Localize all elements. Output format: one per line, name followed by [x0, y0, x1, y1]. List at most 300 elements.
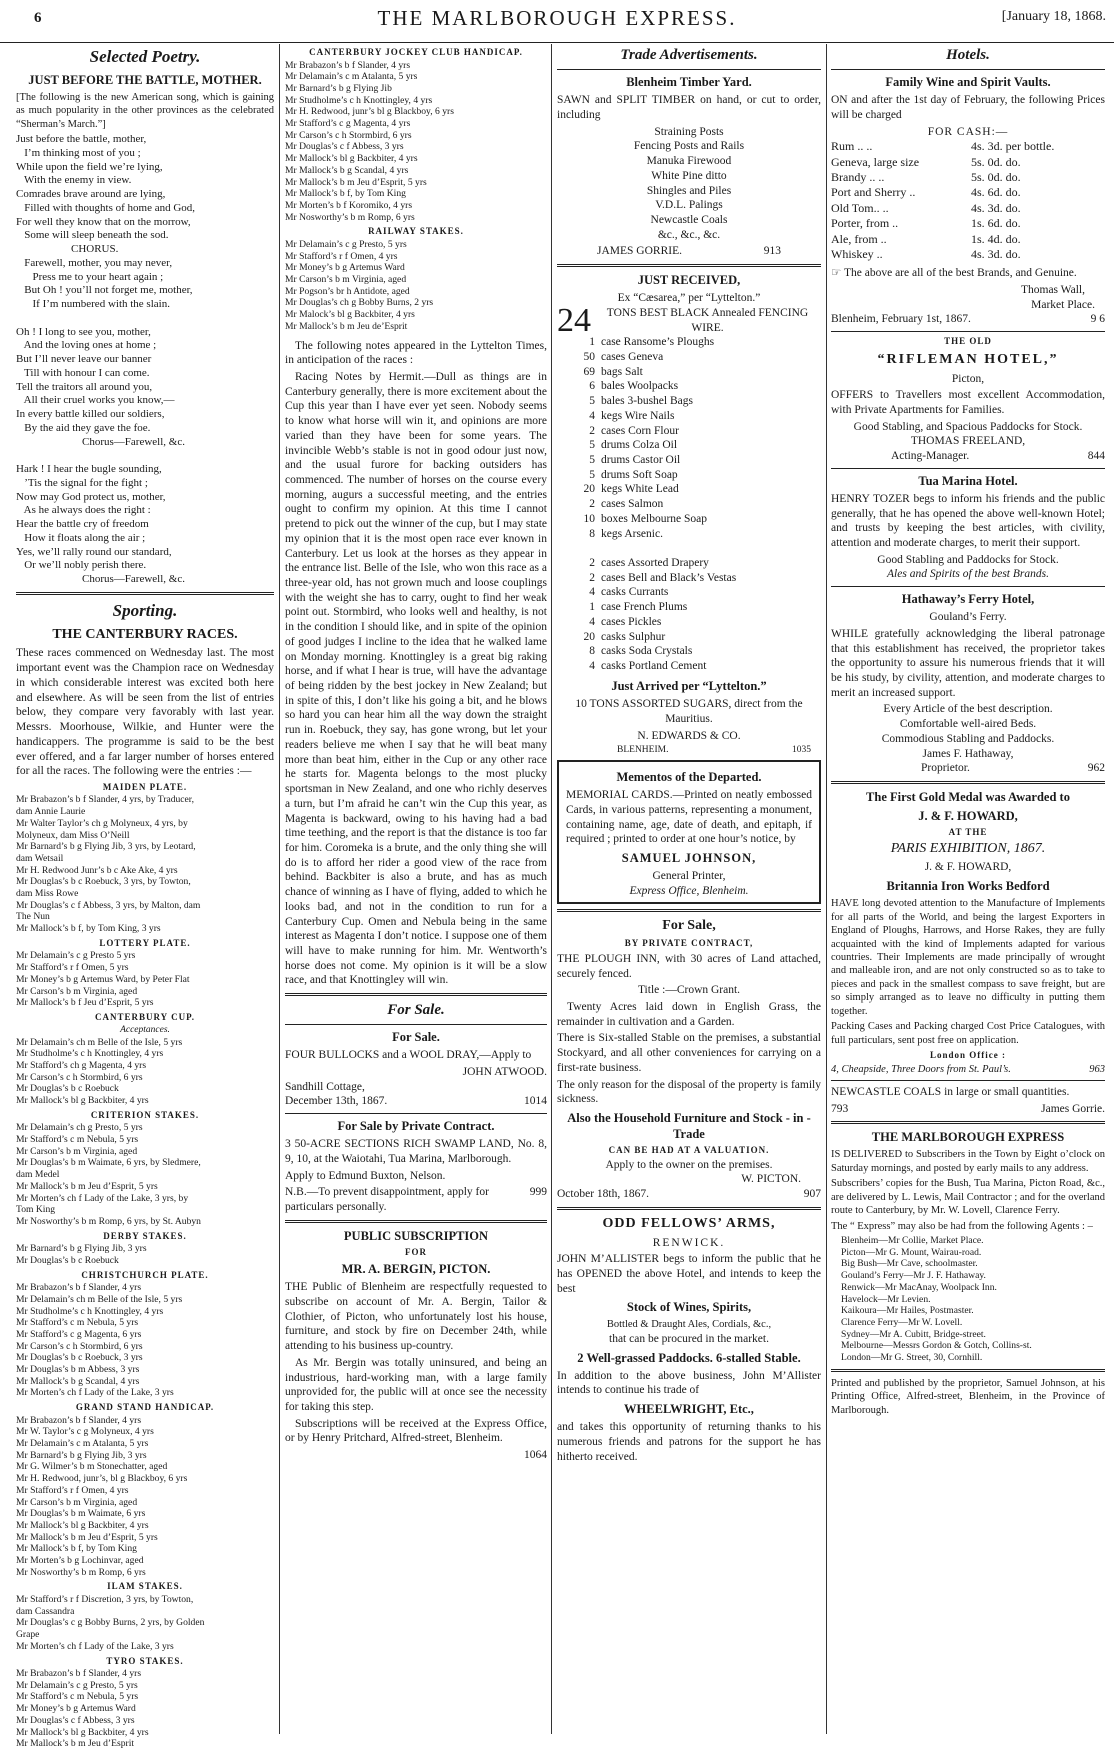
column-divider [279, 44, 280, 1734]
divider [831, 1080, 1105, 1081]
ad-body: Packing Cases and Packing charged Cost Price Catalogues, with full particulars, sent post free on application. [831, 1021, 1105, 1046]
race-heading: CHRISTCHURCH PLATE. [81, 1269, 209, 1280]
list-item: dam Annie Laurie [16, 806, 86, 818]
list-item: Mr Delamain’s c g Presto 5 yrs [16, 950, 136, 962]
ad-body: Twenty Acres laid down in English Grass, the remainder in cultivation and a Garden. [557, 1000, 821, 1028]
list-item: Shingles and Piles [646, 184, 732, 197]
race-heading: MAIDEN PLATE. [102, 781, 188, 792]
list-item: Mr Mallock’s b m Jeu d’Esprit, 5 yrs [285, 176, 427, 188]
list-item: Mr Carson’s b m Virginia, aged [16, 1496, 138, 1508]
ad-heading: PARIS EXHIBITION, 1867. [890, 840, 1046, 856]
poem-line: ’Tis the signal for the fight ; [16, 476, 148, 489]
ad-subheading: London Office : [929, 1050, 1006, 1060]
list-item: Mr Brabazon’s b f Slander, 4 yrs, by Traducer, [16, 794, 195, 806]
ad-heading: MR. A. BERGIN, PICTON. [341, 1262, 491, 1277]
ad-signature: W. PICTON. [741, 1173, 801, 1186]
ad-body: THE PLOUGH INN, with 30 acres of Land attached, securely fenced. [557, 952, 821, 980]
newspaper-title: THE MARLBOROUGH EXPRESS. [377, 6, 737, 30]
ad-body: IS DELIVERED to Subscribers in the Town by Eight o’clock on Saturday mornings, and posted by early mails to any address. [831, 1149, 1105, 1174]
ad-line: Commodious Stabling and Paddocks. [881, 732, 1055, 745]
list-item: Mr Stafford’s c m Nebula, 5 yrs [16, 1691, 139, 1703]
ad-place: BLENHEIM. [617, 744, 669, 755]
race-heading: CANTERBURY CUP. [94, 1011, 196, 1022]
ad-subheading: AT THE [948, 827, 988, 838]
column-racing-notes [285, 44, 547, 1734]
ad-role: General Printer, [652, 869, 726, 882]
list-item: Mr Delamain’s c g Presto, 5 yrs [285, 238, 407, 250]
list-item: Mr Nosworthy’s b m Romp, 6 yrs [16, 1566, 146, 1578]
section-heading-for-sale: For Sale. [387, 1002, 445, 1019]
divider [557, 1207, 821, 1210]
race-entries [16, 1243, 274, 1266]
list-item: Blenheim—Mr Collie, Market Place. [841, 1235, 984, 1247]
goods-item: 1 case French Plums [589, 601, 688, 614]
page-number: 6 [34, 10, 42, 26]
price-row: Whiskey .. 4s. 3d. do. [831, 246, 1021, 261]
divider [285, 993, 547, 996]
poem-line: As he always does the right : [16, 504, 151, 517]
goods-item: 4 kegs Wire Nails [589, 409, 675, 422]
ad-apply: Apply to the owner on the premises. [605, 1158, 773, 1171]
ad-body: SAWN and SPLIT TIMBER on hand, or cut to order, including [557, 94, 821, 121]
list-item: Mr Mallock’s b f, by Tom King [16, 1543, 137, 1555]
ad-line: Bottled & Draught Ales, Cordials, &c., [606, 1319, 772, 1331]
ad-line: Every Article of the best description. [883, 703, 1053, 716]
race-entries [16, 1037, 274, 1107]
divider [831, 1369, 1105, 1372]
imprint: Printed and published by the proprietor, Samuel Johnson, at his Printing Office, Alfred-street, Blenheim, in the Province of Marlborough. [831, 1377, 1105, 1416]
ad-body: WHILE gratefully acknowledging the liberal patronage that this establishment has received, the proprietor takes the opportunity to assure his numerous friends that it will be his study, by civility, attention, and moderate charges to merit an increased support. [831, 627, 1105, 699]
list-item: Gouland’s Ferry—Mr J. F. Hathaway. [841, 1270, 986, 1282]
poem-title: JUST BEFORE THE BATTLE, MOTHER. [28, 72, 262, 87]
list-item: Mr Mallock’s b g Scandal, 4 yrs [285, 164, 409, 176]
goods-item: 10 boxes Melbourne Soap [583, 512, 708, 525]
ad-body: OFFERS to Travellers most excellent Accommodation, with Private Apartments for Families. [831, 389, 1105, 416]
ad-heading: “RIFLEMAN HOTEL,” [877, 351, 1059, 367]
ad-signature: Thomas Wall, [1020, 283, 1085, 296]
ad-body: FOUR BULLOCKS and a WOOL DRAY,—Apply to [285, 1049, 532, 1062]
list-item: Mr Mallock’s b m Jeu d’Esprit [16, 1738, 135, 1750]
ad-subheading: THE OLD [944, 336, 992, 347]
list-item: White Pine ditto [651, 169, 727, 182]
divider [831, 69, 1105, 70]
list-item: Mr Barnard’s b g Flying Jib, 3 yrs [16, 1243, 147, 1255]
poem-line: For well they know that on the morrow, [16, 215, 191, 228]
ad-heading: Also the Household Furniture and Stock - in - Trade [567, 1111, 811, 1142]
list-item: The Nun [16, 911, 50, 923]
list-item: Mr Pogson’s br h Antidote, aged [285, 285, 410, 297]
list-item: Mr Brabazon’s b f Slander, 4 yrs [285, 59, 411, 71]
race-heading: TYRO STAKES. [106, 1655, 184, 1666]
list-item: Mr Stafford’s r f Omen, 4 yrs [285, 250, 398, 262]
ad-heading: Just Arrived per “Lyttelton.” [611, 678, 767, 693]
ad-body: Subscribers’ copies for the Bush, Tua Marina, Picton Road, &c., are delivered by L. Lewis, Mail Contractor ; and for the overland route to Canterbury, by Mr. W. Lovell, Clarence Ferry. [831, 1178, 1105, 1217]
ad-line: Good Stabling, and Spacious Paddocks for Stock. [853, 420, 1083, 433]
list-item: Mr Studholme’s c h Knottingley, 4 yrs [16, 1305, 164, 1317]
column-poetry-sporting [16, 44, 274, 1750]
ad-heading: For Sale by Private Contract. [337, 1119, 495, 1134]
goods-item: 5 drums Castor Oil [589, 454, 681, 466]
ad-signature: THOMAS FREELAND, [910, 435, 1026, 448]
list-item: Mr Carson’s c h Stormbird, 6 yrs [285, 129, 412, 141]
list-item: Grape [16, 1629, 40, 1641]
ad-signature: SAMUEL JOHNSON, [621, 850, 757, 865]
list-item: Mr Douglas’s b m Waimate, 6 yrs, by Sledmere, [16, 1157, 201, 1169]
ad-heading: 2 Well-grassed Paddocks. 6-stalled Stable. [577, 1350, 801, 1365]
notes-intro: The following notes appeared in the Lyttelton Times, in anticipation of the races : [285, 339, 547, 367]
ad-subheading: FOR [405, 1246, 427, 1257]
goods-item: 6 bales Woolpacks [589, 380, 679, 393]
ad-heading: WHEELWRIGHT, Etc., [624, 1402, 754, 1417]
goods-item: 2 cases Bell and Black’s Vestas [589, 571, 737, 584]
list-item: Mr Douglas’s c f Abbess, 3 yrs, by Malton, dam [16, 899, 201, 911]
ad-heading: ODD FELLOWS’ ARMS, [602, 1215, 776, 1231]
ad-heading: Family Wine and Spirit Vaults. [885, 75, 1051, 90]
ad-headline: TONS BEST BLACK Annealed FENCING WIRE. [606, 306, 809, 334]
poem-line: Tell the traitors all around you, [16, 380, 153, 393]
ad-place: Gouland’s Ferry. [929, 611, 1007, 624]
poem-line [16, 449, 274, 463]
list-item: Picton—Mr G. Mount, Wairau-road. [841, 1246, 982, 1258]
ad-number: 1064 [524, 1449, 547, 1462]
poem-line: Or we’ll nobly perish there. [16, 559, 147, 572]
ad-apply: Apply to Edmund Buxton, Nelson. [285, 1169, 446, 1182]
ad-number: 844 [1087, 450, 1105, 463]
race-heading: DERBY STAKES. [103, 1230, 187, 1241]
goods-item: 8 casks Soda Crystals [589, 645, 693, 658]
poem-line [16, 312, 274, 326]
list-item: Mr Brabazon’s b f Slander, 4 yrs [16, 1668, 142, 1680]
ad-body: There is Six-stalled Stable on the premises, a substantial Stockyard, and all other conveniences for carrying on a first-rate business. [557, 1032, 821, 1074]
ad-place: Express Office, Blenheim. [629, 884, 749, 897]
divider [285, 1220, 547, 1223]
section-heading-hotels: Hotels. [946, 47, 990, 63]
ad-body: NEWCASTLE COALS in large or small quantities. [831, 1085, 1070, 1098]
divider [831, 468, 1105, 469]
list-item: Mr Money’s b g Artemus Ward [16, 1703, 136, 1715]
list-item: Melbourne—Messrs Gordon & Gotch, Collins-st. [841, 1340, 1032, 1352]
list-item: Havelock—Mr Levien. [841, 1293, 931, 1305]
list-item: Mr Nosworthy’s b m Romp, 6 yrs [285, 211, 415, 223]
ad-heading: Britannia Iron Works Bedford [886, 879, 1050, 894]
ad-number: 907 [803, 1187, 821, 1200]
list-item: Manuka Firewood [646, 155, 732, 168]
race-subheading: Acceptances. [120, 1025, 170, 1036]
ad-number: 793 [831, 1102, 849, 1115]
poem-line: Hear the battle cry of freedom [16, 518, 149, 531]
price-row: Rum .. .. 4s. 3d. per bottle. [831, 139, 1055, 154]
ad-subheading: BY PRIVATE CONTRACT, [624, 938, 754, 949]
divider [557, 264, 821, 267]
list-item: Mr W. Taylor’s c g Molyneux, 4 yrs [16, 1426, 154, 1438]
list-item: Sydney—Mr A. Cubitt, Bridge-street. [841, 1328, 986, 1340]
list-item: Tom King [16, 1204, 56, 1216]
list-item: Mr Carson’s b m Virginia, aged [16, 1145, 138, 1157]
poem-line: Till with honour I can come. [16, 366, 150, 379]
goods-item: 4 casks Currants [589, 586, 669, 599]
list-item: Fencing Posts and Rails [633, 140, 745, 153]
poem-intro: [The following is the new American song, which is gaining as much popularity in the other provinces as the celebrated “Sherman’s March.”] [16, 91, 274, 130]
issue-date: [January 18, 1868. [1001, 9, 1106, 24]
ad-heading: The First Gold Medal was Awarded to [866, 790, 1070, 805]
goods-item: 1 case Ransome’s Ploughs [589, 336, 715, 349]
ad-place: Picton, [951, 372, 985, 385]
list-item: Mr Douglas’s b m Abbess, 3 yrs [16, 1364, 140, 1376]
poem-line: With the enemy in view. [16, 174, 132, 187]
race-heading: CANTERBURY JOCKEY CLUB HANDICAP. [309, 47, 523, 57]
ad-signature: J. & F. HOWARD, [924, 861, 1012, 874]
list-item: Mr Delamain’s ch m Belle of the Isle, 5 yrs [16, 1036, 183, 1048]
goods-item: 2 cases Assorted Drapery [589, 557, 709, 570]
price-row: Ale, from .. 1s. 4d. do. [831, 231, 1021, 246]
list-item: Newcastle Coals [650, 213, 728, 226]
price-row: Old Tom.. .. 4s. 3d. do. [831, 200, 1021, 215]
list-item: dam Wetsail [16, 852, 64, 864]
ad-number: 913 [763, 245, 781, 258]
ad-heading: Stock of Wines, Spirits, [626, 1300, 752, 1315]
goods-item: 50 cases Geneva [583, 350, 664, 363]
ad-address: 4, Cheapside, Three Doors from St. Paul’s. [831, 1063, 1011, 1075]
ad-signature: James F. Hathaway, [922, 747, 1014, 760]
poem-line: How it floats along the air ; [16, 531, 146, 544]
ad-line: Ales and Spirits of the best Brands. [887, 568, 1049, 581]
ad-heading: PUBLIC SUBSCRIPTION [343, 1228, 489, 1243]
list-item: Mr Mallock’s b f Jeu d’Esprit, 5 yrs [16, 997, 154, 1009]
ad-role: Acting-Manager. [891, 450, 970, 463]
list-item: Straining Posts [654, 125, 724, 138]
list-item: Mr Douglas’s c f Abbess, 3 yrs [16, 1714, 135, 1726]
list-item: Mr Mallock’s bl g Backbiter, 4 yrs [16, 1095, 149, 1107]
list-item: Mr Barnard’s b g Flying Jib, 3 yrs [16, 1449, 147, 1461]
price-row: Geneva, large size 5s. 0d. do. [831, 154, 1021, 169]
list-item: Mr Delamain’s c g Presto, 5 yrs [16, 1679, 138, 1691]
ad-subheading: CAN BE HAD AT A VALUATION. [608, 1145, 770, 1156]
memorial-cards-ad [557, 760, 821, 904]
list-item: dam Medel [16, 1169, 60, 1181]
list-item: Mr Douglas’s c g Bobby Burns, 2 yrs, by Golden [16, 1617, 205, 1629]
ad-heading: J. & F. HOWARD, [918, 809, 1018, 824]
list-item: Mr Delamain’s c m Atalanta, 5 yrs [285, 71, 418, 83]
list-item: Kaikoura—Mr Hailes, Postmaster. [841, 1305, 974, 1317]
list-item: Molyneux, dam Miss O’Neill [16, 829, 130, 841]
poem-line: Hark ! I hear the bugle sounding, [16, 463, 162, 476]
race-entries [16, 794, 274, 934]
column-trade-ads [557, 44, 821, 1734]
article-title-races: THE CANTERBURY RACES. [52, 626, 238, 642]
poem-line: Oh ! I long to see you, mother, [16, 325, 151, 338]
ad-heading: Blenheim Timber Yard. [626, 75, 752, 90]
ad-body: THE Public of Blenheim are respectfully requested to subscribe on account of Mr. A. Bergin, Tailor & Clothier, of Picton, who unfortunately lost his house, furniture, and stock by fire on December 24th, while attending to his business up-country. [285, 1281, 547, 1353]
race-entries [16, 1415, 274, 1579]
list-item: Mr Carson’s b m Virginia, aged [16, 985, 138, 997]
list-item: Mr Brabazon’s b f Slander, 4 yrs [16, 1282, 142, 1294]
ad-heading: For Sale, [662, 918, 716, 934]
race-entries [285, 60, 547, 224]
list-item: Mr Carson’s c h Stormbird, 6 yrs [16, 1071, 143, 1083]
ad-body: Subscriptions will be received at the Express Office, or by Henry Pritchard, Alfred-street, Blenheim. [285, 1417, 547, 1445]
list-item: Mr Morten’s b g Lochinvar, aged [16, 1555, 144, 1567]
goods-item: 2 cases Salmon [589, 498, 664, 511]
race-heading: GRAND STAND HANDICAP. [75, 1402, 215, 1413]
list-item: dam Cassandra [16, 1605, 75, 1617]
list-item: Mr Brabazon’s b f Slander, 4 yrs [16, 1414, 142, 1426]
poem-line: While upon the field we’re lying, [16, 160, 163, 173]
poem-line: Yes, we’ll rally round our standard, [16, 545, 172, 558]
poem-line: Filled with thoughts of home and God, [16, 201, 196, 214]
list-item: Mr Mallock’s b m Jeu d’Esprit, 5 yrs [16, 1531, 158, 1543]
goods-item: 5 drums Colza Oil [589, 439, 678, 452]
ad-body: MEMORIAL CARDS.—Printed on neatly embossed Cards, in various patterns, representing a monument, containing name, age, date of death, and epitaph, if required ; printed to order at one hour’s notice, by [566, 789, 812, 846]
list-item: Mr Morten’s ch f Lady of the Lake, 3 yrs, by [16, 1192, 189, 1204]
ad-place: Market Place. [1031, 298, 1095, 311]
ad-body: The only reason for the disposal of the property is family sickness. [557, 1078, 821, 1106]
poem-line: Comrades brave around are lying, [16, 188, 166, 201]
ad-body: ON and after the 1st day of February, the following Prices will be charged [831, 94, 1105, 121]
ad-heading: JUST RECEIVED, [637, 273, 741, 288]
poem-line: Press me to your heart again ; [16, 270, 164, 283]
race-entries [16, 1668, 274, 1750]
ad-heading: Mementos of the Departed. [616, 770, 762, 785]
list-item: Mr Douglas’s c f Abbess, 3 yrs [285, 141, 404, 153]
list-item: dam Miss Rowe [16, 888, 79, 900]
section-heading-poetry: Selected Poetry. [89, 47, 201, 66]
ad-line: that can be procured in the market. [609, 1332, 769, 1345]
list-item: Mr Carson’s c h Stormbird, 6 yrs [16, 1340, 143, 1352]
ad-body: 3 50-ACRE SECTIONS RICH SWAMP LAND, No. 8, 9, 10, at the Waiotahi, Tua Marina, Marlborough. [285, 1138, 547, 1165]
poem-line: But I’ll never leave our banner [16, 353, 152, 366]
goods-item: 5 drums Soft Soap [589, 468, 678, 481]
ad-signature: N. EDWARDS & CO. [637, 730, 741, 743]
divider [557, 69, 821, 70]
list-item: Mr Barnard’s b g Flying Jib [285, 82, 392, 94]
race-heading: ILAM STAKES. [107, 1581, 183, 1592]
ad-number: 1035 [792, 744, 811, 755]
list-item: Mr Studholme’s c h Knottingley, 4 yrs [16, 1048, 164, 1060]
drop-number: 24 [557, 301, 591, 339]
masthead [0, 0, 1114, 43]
ad-body: The “ Express” may also be had from the following Agents : – [831, 1220, 1093, 1232]
ad-signature: JAMES GORRIE. [597, 245, 682, 258]
ad-line: Comfortable well-aired Beds. [899, 718, 1037, 731]
list-item: Mr H. Redwood, junr’s bl g Blackboy, 6 yrs [285, 106, 454, 118]
ad-body: and takes this opportunity of returning thanks to his numerous friends and patrons for the support he has hitherto received. [557, 1421, 821, 1463]
list-item: Big Bush—Mr Cave, schoolmaster. [841, 1258, 978, 1270]
race-entries [16, 1282, 274, 1399]
list-item: Mr Stafford’s r f Omen, 5 yrs [16, 962, 129, 974]
list-item: Mr Stafford’s c m Nebula, 5 yrs [16, 1317, 139, 1329]
race-heading: RAILWAY STAKES. [368, 226, 464, 237]
poem-line: By the aid they gave the foe. [16, 421, 151, 434]
ad-heading: For Sale. [392, 1030, 440, 1045]
goods-item: 69 bags Salt [583, 365, 643, 378]
ad-number: 1014 [524, 1095, 547, 1108]
column-divider [826, 44, 827, 1734]
divider [831, 586, 1105, 587]
timber-items [557, 125, 821, 243]
race-entries [16, 1122, 274, 1227]
list-item: Mr Stafford’s r f Omen, 4 yrs [16, 1484, 129, 1496]
list-item: Mr Stafford’s c g Magenta, 4 yrs [285, 118, 411, 130]
poem-line: I’m thinking most of you ; [16, 146, 141, 159]
ad-body: 10 TONS ASSORTED SUGARS, direct from the Mauritius. [575, 697, 803, 725]
divider [831, 1121, 1105, 1124]
agents-list [831, 1235, 1105, 1364]
column-divider [551, 44, 552, 1734]
list-item: Mr Mallock’s bl g Backbiter, 4 yrs [16, 1726, 149, 1738]
list-item: Mr Delamain’s ch g Presto, 5 yrs [16, 1122, 143, 1134]
race-entries [16, 1594, 274, 1653]
list-item: Mr Stafford’s ch g Magenta, 4 yrs [16, 1060, 147, 1071]
racing-notes-body: Racing Notes by Hermit.—Dull as things are in Canterbury generally, there is more excitement about the Cup this year than I have ever yet seen. Nobody seems to know what horse will win it, and opinions are more varied than they have been for some years. The invincible Webb’s stable is not in good odour just now, and the usual furore for backing outsiders has commenced. The number of horses on the course every morning, augurs a successful meeting, and the entries ought to confirm my opinion. At this time I cannot pretend to pick out the winner of the cup, but I may state my opinion that it is the most open race ever known in Canterbury. Let us look at the horses as they appear in the entrance list. Belle of the Isle, who won this race as a three-year old, has not grown much and loose couplings with the weight she has to carry, ought to find her weak point out. Stormbird, who looks well and healthy, is not in the condition I should like, and in spite of the opinion of good judges I incline to the idea that he walked lame on Monday morning. Knottingley is a great big raking horse, and if what I hear is true, will have the advantage of being ridden by the best jockey in New Zealand; but in spite of this, I don’t like his going a bit, and he blows so hard you can hear him all the way down the straight run in. Roebuck, they say, has gone wrong, but let your readers believe me when I say that he will beat many more than beat him, either in the Cup or any other race he starts for. Magenta belongs to the most plucky sportsman in New Zealand, and one who richly deserves a turn, but I’m afraid he can’t win the Cup this year, as Magenta is backward, owing to his having had a bad time teething, and the report is that the distance is too far for him. Coromeka is a brute, and the only thing she will do is to afford her rider a good view of the race from behind. Backbiter is also a brute, and has as much chance of winning as I have of flying, added to which he looks bad, and not in the condition to run for a Canterbury Cup. Omen and Nebula being in the same interest as Magenta I don’t notice. I suppose one of them will have to make running for him. Mr. Wentworth’s horse does not come. My opinion is it will be a slow race, and that Knottingley will win. [285, 370, 547, 987]
list-item: Mr Delamain’s c m Atalanta, 5 yrs [16, 1438, 149, 1450]
races-intro: These races commenced on Wednesday last. The most important event was the Champion race on Wednesday in which considerable interest was excited both here and elsewhere. As will be seen from the list of entries below, they compare very favorably with last year. Messrs. Moorhouse, Wilkie, and Hunter were the handicappers. The programme is said to be the best ever offered, and a far larger number of horses entered for all the races. The following were the entries :— [16, 647, 274, 778]
divider [831, 331, 1105, 332]
list-item: Mr Stafford’s c g Magenta, 6 yrs [16, 1328, 142, 1340]
goods-item: 2 cases Corn Flour [589, 424, 679, 437]
ad-note: ☞ The above are all of the best Brands, and Genuine. [831, 267, 1077, 280]
list-item: London—Mr G. Street, 30, Cornhill. [841, 1352, 983, 1364]
ad-title-line: Title :—Crown Grant. [637, 984, 741, 997]
list-item: Mr Morten’s b f Koromiko, 4 yrs [285, 199, 413, 211]
ad-heading: THE MARLBOROUGH EXPRESS [871, 1130, 1065, 1145]
list-item: Mr Barnard’s b g Flying Jib, 3 yrs, by Leotard, [16, 841, 196, 853]
poem-line: Just before the battle, mother, [16, 133, 147, 146]
received-goods-list [557, 335, 821, 674]
list-item: Mr Douglas’s b c Roebuck [16, 1083, 119, 1095]
poem-line: All their cruel works you know,— [16, 394, 175, 407]
poem-line: In every battle killed our soldiers, [16, 408, 165, 421]
ad-place: RENWICK. [652, 1236, 726, 1249]
list-item: Mr Mallock’s b m Jeu d’Esprit, 5 yrs [16, 1180, 158, 1192]
poem-line: CHORUS. [16, 243, 119, 256]
goods-item: 20 casks Sulphur [583, 630, 666, 643]
goods-item: 20 kegs White Lead [583, 483, 679, 496]
list-item: Mr Walter Taylor’s ch g Molyneux, 4 yrs, by [16, 817, 188, 829]
section-heading-trade: Trade Advertisements. [620, 47, 758, 63]
poem-line: And the loving ones at home ; [16, 339, 157, 352]
list-item: Mr Douglas’s b m Waimate, 6 yrs [16, 1508, 146, 1520]
list-item: Mr G. Wilmer’s b m Stonechatter, aged [16, 1461, 168, 1473]
ad-body: JOHN M’ALLISTER begs to inform the public that he has OPENED the above Hotel, and intends to keep the best [557, 1253, 821, 1295]
ad-heading: Tua Marina Hotel. [918, 473, 1018, 488]
list-item: Mr Morten’s ch f Lady of the Lake, 3 yrs [16, 1640, 174, 1652]
list-item: Renwick—Mr MacAnay, Woolpack Inn. [841, 1281, 997, 1293]
list-item: Mr Mallock’s b m Jeu de’Esprit [285, 320, 408, 332]
ad-number: 962 [1087, 762, 1105, 775]
ad-note: N.B.—To prevent disappointment, apply for particulars personally. [285, 1186, 489, 1214]
ad-body: In addition to the above business, John M’Allister intends to continue his trade of [557, 1369, 821, 1397]
ad-date: December 13th, 1867. [285, 1095, 388, 1108]
list-item: Mr Mallock’s b f, by Tom King, 3 yrs [16, 923, 161, 935]
list-item: Mr Mallock’s b g Scandal, 4 yrs [16, 1375, 140, 1387]
list-item: Mr Mallock’s bl g Backbiter, 4 yrs [285, 153, 418, 165]
list-item: Mr Mallock’s bl g Backbiter, 4 yrs [16, 1519, 149, 1531]
list-item: Mr Nosworthy’s b m Romp, 6 yrs, by St. Aubyn [16, 1215, 201, 1227]
divider [16, 592, 274, 595]
ad-subheading: Ex “Cæsarea,” per “Lyttelton.” [617, 292, 761, 305]
ad-line: Good Stabling and Paddocks for Stock. [877, 553, 1059, 566]
price-list [831, 139, 1105, 262]
list-item: Mr Studholme’s c h Knottingley, 4 yrs [285, 94, 433, 106]
price-row: Porter, from .. 1s. 6d. do. [831, 216, 1021, 231]
poem-line: Now may God protect us, mother, [16, 490, 166, 503]
ad-number: 9 6 [1090, 313, 1105, 326]
divider [285, 1024, 547, 1025]
goods-item: 5 bales 3-bushel Bags [589, 395, 693, 408]
list-item: Mr Delamain’s ch m Belle of the Isle, 5 yrs [16, 1293, 183, 1305]
list-item: Mr Douglas’s b c Roebuck [16, 1254, 119, 1266]
ad-body: As Mr. Bergin was totally uninsured, and being an industrious, hard-working man, with a large family unprovided for, the public will at once see the necessity for taking this step. [285, 1356, 547, 1414]
